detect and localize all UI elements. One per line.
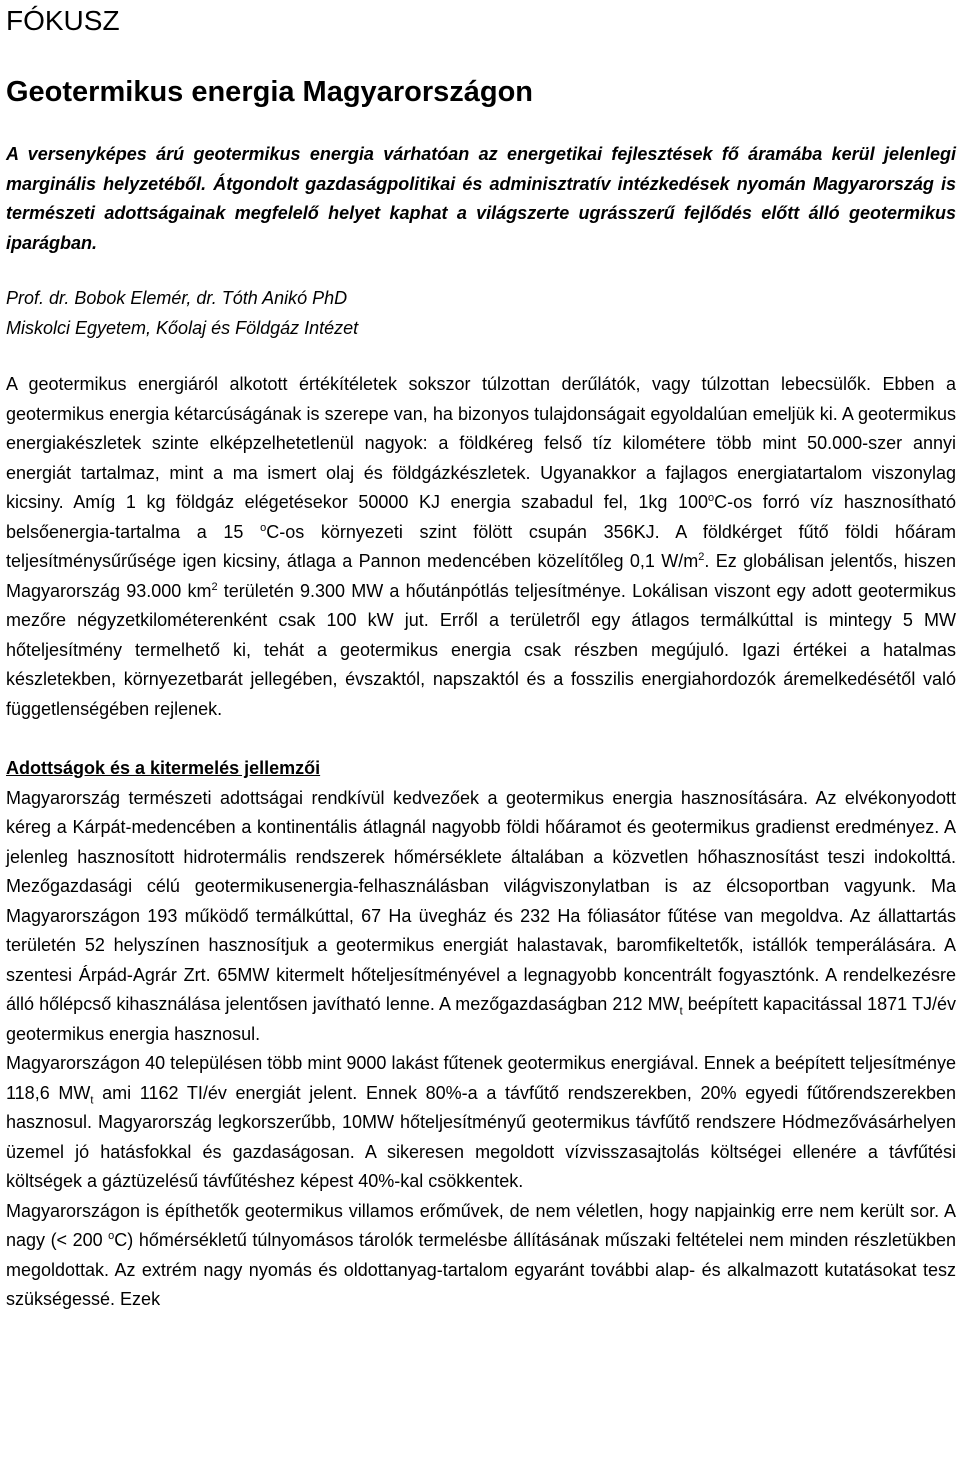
author-affiliation: Miskolci Egyetem, Kőolaj és Földgáz Intézet bbox=[6, 317, 359, 338]
intro-text-5: területén 9.300 MW a hőutánpótlás teljesítménye. Lokálisan viszont egy adott geotermikus mezőre négyzetkilométerenként csak 100 kW jut. Erről a területről egy átlagos termálkúttal is mintegy 5 MW hőteljesítmény termelhető ki, tehát a geotermikus energia csak részben megújuló. Igazi értékei a hatalmas készletekben, környezetbarát jellegében, évszaktól, napszaktól és a fosszilis energiahordozók áremelkedésétől való függetlenségében rejlenek. bbox=[6, 580, 956, 719]
intro-text-1: A geotermikus energiáról alkotott értékítéletek sokszor túlzottan derűlátók, vagy túlzottan lebecsülők. Ebben a geotermikus energia kétarcúságának is szerepe van, ha bizonyos tulajdonságait egyoldalúan emeljük ki. A geotermikus energiakészletek szinte elképzelhetetlenül nagyok: a földkéreg felső tíz kilométere több mint 50.000-szer annyi energiát tartalmaz, mint a ma ismert olaj és földgázkészletek. Ugyanakkor a fajlagos energiatartalom viszonylag kicsiny. Amíg 1 kg földgáz elégetésekor 50000 KJ energia szabadul fel, 1kg 100 bbox=[6, 374, 956, 512]
degree-sup: o bbox=[108, 1230, 115, 1242]
section-paragraph-1 bbox=[6, 784, 956, 1050]
lead-paragraph: A versenyképes árú geotermikus energia várhatóan az energetikai fejlesztések fő áramába kerül jelenlegi marginális helyzetéből. Átgondolt gazdaságpolitikai és adminisztratív intézkedések nyomán Magyarország is természeti adottságainak megfelelő helyet kaphat a világszerte ugrásszerű fejlődés előtt álló geotermikus iparágban. bbox=[6, 144, 956, 253]
section-paragraph-3 bbox=[6, 1197, 956, 1315]
para1-end-text: beépített kapacitással 1871 TJ/év geotermikus energia hasznosul. bbox=[6, 994, 956, 1044]
para2-text-b: ami 1162 TI/év energiát jelent. Ennek 80%-a a távfűtő rendszerekben, 20% egyedi fűtőrendszerekben hasznosul. Magyarország legkorszerűbb, 10MW hőteljesítményű geotermikus távfűtő rendszere Hódmezővásárhelyen üzemel jó hatásfokkal és gazdaságosan. A sikeresen megoldott vízvisszasajtolás költségei ellenére a távfűtési költségek a gáztüzelésű távfűtéshez képest 40%-kal csökkentek. bbox=[6, 1082, 957, 1191]
degree-sup: o bbox=[708, 492, 715, 504]
para3-text-a: Magyarországon is építhetők geotermikus villamos erőművek, de nem véletlen, hogy napjainkig erre nem került sor. A nagy (< 200 bbox=[6, 1200, 956, 1250]
para1-text: Magyarország természeti adottságai rendkívül kedvezőek a geotermikus energia hasznosítására. Az elvékonyodott kéreg a Kárpát-medencében a kontinentális átlagnál nagyobb földi hőáramot és geotermikus gradienst eredményez. A jelenleg hasznosított hidrotermális rendszerek hőmérséklete általában a közvetlen hőhasznosítást teszi indokolttá. Mezőgazdasági célú geotermikusenergia-felhasználásban világviszonylatban is az élcsoportban vagyunk. Ma Magyarországon 193 működő termálkúttal, 67 Ha üvegház és 232 Ha fóliasátor fűtése van megoldva. Az állattartás területén 52 helyszínen hasznosítjuk a geotermikus energiát halastavak, baromfikeltetők, istállók temperálására. A szentesi Árpád-Agrár Zrt. 65MW kitermelt hőteljesítményével a legnagyobb koncentrált fogyasztónk. A rendelkezésre álló hőlépcső kihasználása jelentősen javítható lenne. A mezőgazdaságban 212 MW bbox=[6, 787, 956, 1014]
intro-paragraph bbox=[6, 370, 956, 724]
square-sup: 2 bbox=[211, 580, 218, 593]
degree-sup: o bbox=[260, 521, 267, 534]
thermal-sub: t bbox=[90, 1094, 94, 1107]
document-page bbox=[0, 2, 960, 1467]
author-names: Prof. dr. Bobok Elemér, dr. Tóth Anikó PhD bbox=[6, 288, 348, 308]
intro-text-4: . Ez globálisan jelentős, hiszen Magyarország 93.000 km bbox=[6, 551, 956, 601]
section-label: FÓKUSZ bbox=[6, 5, 120, 36]
section-paragraph-2 bbox=[6, 1049, 956, 1197]
para2-text-a: Magyarországon 40 településen több mint 9000 lakást fűtenek geotermikus energiával. Ennek a beépített teljesítménye 118,6 MW bbox=[6, 1053, 956, 1103]
article-title: Geotermikus energia Magyarországon bbox=[6, 76, 533, 108]
para3-text-b: C) hőmérsékletű túlnyomásos tárolók termelésbe állításának műszaki feltételei nem minden részletükben megoldottak. Az extrém nagy nyomás és oldottanyag-tartalom egyaránt további alap- és alkalmazott kutatásokat tesz szükségessé. Ezek bbox=[6, 1230, 956, 1309]
intro-text-2: C-os forró víz hasznosítható belsőenergia-tartalma a 15 bbox=[6, 492, 956, 542]
section-heading: Adottságok és a kitermelés jellemzői bbox=[6, 758, 321, 778]
square-sup: 2 bbox=[698, 551, 705, 563]
thermal-sub: t bbox=[679, 1005, 683, 1018]
author-block bbox=[6, 284, 956, 343]
intro-text-3: C-os környezeti szint fölött csupán 356KJ. A földkérget fűtő földi hőáram teljesítménysűrűsége igen kicsiny, átlaga a Pannon medencében közelítőleg 0,1 W/m bbox=[6, 521, 956, 571]
